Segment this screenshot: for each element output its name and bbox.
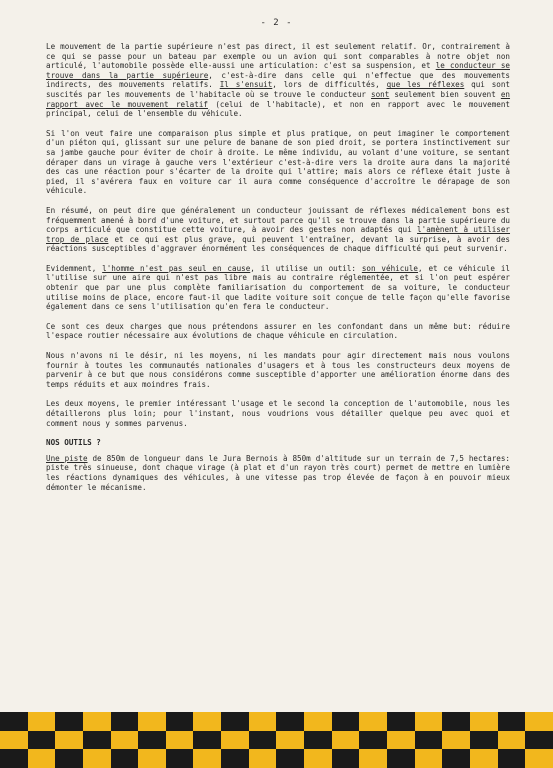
checker-square — [83, 731, 111, 750]
checker-square — [55, 731, 83, 750]
checker-square — [442, 731, 470, 750]
checker-square — [415, 749, 443, 768]
text-segment: , lors de difficultés, — [272, 80, 387, 90]
checker-square — [111, 712, 139, 731]
checker-square — [276, 712, 304, 731]
checker-square — [525, 712, 553, 731]
checker-square — [221, 712, 249, 731]
checker-square — [359, 712, 387, 731]
underlined-text: le conducteur se trouve dans la partie supérieure — [46, 61, 510, 80]
checker-square — [387, 749, 415, 768]
checker-square — [276, 749, 304, 768]
underlined-text: sont — [371, 89, 390, 99]
checker-square — [0, 712, 28, 731]
checker-square — [442, 749, 470, 768]
checker-square — [332, 712, 360, 731]
page-number: - 2 - — [260, 18, 293, 28]
text-segment: En résumé, on peut dire que généralement un conducteur jouissant de réflexes médicalement bons est fréquemment amené à bord d'une voiture, et surtout parce qu'il se trouve dans la partie supérieure du corps articulé que constitue cette voiture, à avoir des gestes non adaptés qui — [46, 205, 510, 235]
checkered-border — [0, 712, 553, 768]
checker-square — [138, 731, 166, 750]
checker-square — [193, 712, 221, 731]
checker-square — [470, 731, 498, 750]
text-segment: , et ce véhicule il l'utilise sur une aire qui n'est pas libre mais au contraire réglementée, et si l'on peut espérer obtenir que par une plus complète familiarisation du comportement de sa voiture, le conducteur utilise moins de place, encore faut-il que ladite voiture soit conçue de telle façon qu'elle favorise également dans ce sens l'utilisation qu'en fera le conducteur. — [46, 263, 511, 312]
checker-square — [442, 712, 470, 731]
checker-square — [304, 731, 332, 750]
checker-square — [83, 749, 111, 768]
text-segment: de 850m de longueur dans le Jura Bernois à 850m d'altitude sur un terrain de 7,5 hectares: piste très sinueuse, dont chaque virage (à plat et d'un rayon très court) permet de mettre en lumière les réactions dynamiques des véhicules, à une vitesse pas trop élevée de façon à en pouvoir mieux démonter le mécanisme. — [46, 453, 510, 492]
paragraph — [46, 399, 510, 428]
text-segment: (celui de l'habitacle), et non en rapport avec le mouvement principal, celui de l'ensemble du véhicule. — [46, 99, 511, 119]
checker-square — [332, 731, 360, 750]
checker-square — [359, 749, 387, 768]
checker-square — [276, 731, 304, 750]
text-segment: Nous n'avons ni le désir, ni les moyens, ni les mandats pour agir directement mais nous voulons fournir à toutes les communautés nationales d'usagers et à tous les constructeurs deux moyens de parvenir à ce but que nous considérons comme susceptible d'apporter une amélioration énorme dans des temps réduits et aux moindres frais. — [46, 351, 510, 389]
checker-square — [111, 749, 139, 768]
text-segment: Le mouvement de la partie supérieure n'est pas direct, il est seulement relatif. Or, contrairement à ce qui se passe pour un bateau par exemple ou un avion qui sont comparables à notre objet non articulé, l'automobile possède elle-aussi une articulation: c'est sa suspension, et — [46, 42, 510, 71]
checker-square — [28, 712, 56, 731]
text-segment: Ce sont ces deux charges que nous prétendons assurer en les confondant dans un même but: réduire l'espace routier nécessaire aux évolutions de chaque véhicule en circulation. — [46, 321, 510, 341]
paragraph — [46, 351, 510, 389]
text-segment: , il utilise un outil: — [250, 263, 362, 273]
last-paragraph — [46, 454, 510, 492]
underlined-text: que les réflexes — [386, 80, 465, 90]
checker-square — [387, 712, 415, 731]
checker-square — [221, 731, 249, 750]
underlined-text: son véhicule — [361, 263, 419, 273]
checker-square — [415, 731, 443, 750]
text-segment: seulement bien souvent — [389, 89, 501, 99]
checker-square — [193, 749, 221, 768]
checker-square — [28, 749, 56, 768]
paragraph — [46, 322, 510, 341]
checker-row — [0, 731, 553, 750]
checker-square — [498, 731, 526, 750]
checker-square — [359, 731, 387, 750]
underlined-text: Il s'ensuit — [219, 80, 273, 90]
paragraph — [46, 42, 510, 119]
checker-square — [221, 749, 249, 768]
underlined-text: l'amènent à utiliser trop de place — [46, 225, 511, 244]
paragraphs — [46, 42, 510, 428]
checker-square — [138, 749, 166, 768]
text-segment: Evidemment, — [46, 263, 103, 273]
underlined-text: en rapport avec le mouvement relatif — [46, 89, 511, 109]
underlined-text: l'homme n'est pas seul en cause — [102, 263, 251, 273]
checker-square — [470, 712, 498, 731]
checker-square — [0, 731, 28, 750]
checker-square — [166, 731, 194, 750]
text-segment: et ce qui est plus grave, qui peuvent l'entraîner, devant la surprise, à avoir des réactions susceptibles d'aggraver énormément les conséquences de chaque difficulté qui peut survenir. — [46, 234, 510, 254]
checker-square — [249, 749, 277, 768]
text-segment: Si l'on veut faire une comparaison plus simple et plus pratique, on peut imaginer le comportement d'un piéton qui, glissant sur une pelure de banane de son pied droit, se portera instinctivement sur sa jambe gauche pour éviter de choir à droite. Le même individu, au volant d'une voiture, se sentant déraper dans un virage à gauche vers l'extérieur c'est-à-dire vers la droite aura dans la majorité des cas une réaction pour s'écarter de la droite qui l'attire; mais alors ce réflexe était juste à pied, il s'avérera faux en voiture car il aura comme conséquence d'accroître le dérapage de son véhicule. — [46, 128, 510, 196]
checker-square — [111, 731, 139, 750]
checker-square — [332, 749, 360, 768]
checker-row — [0, 712, 553, 731]
checker-square — [470, 749, 498, 768]
checker-square — [415, 712, 443, 731]
checker-square — [138, 712, 166, 731]
checker-square — [387, 731, 415, 750]
checker-square — [193, 731, 221, 750]
paragraph — [46, 264, 510, 312]
checker-square — [166, 749, 194, 768]
document-body — [46, 42, 510, 502]
checker-square — [525, 731, 553, 750]
checker-square — [28, 731, 56, 750]
checker-square — [0, 749, 28, 768]
text-segment: qui sont suscités par les mouvements de l'habitacle où se trouve le conducteur — [46, 80, 511, 99]
text-segment: , c'est-à-dire dans celle qui n'effectue que des mouvements indirects, des mouvements relatifs. — [46, 70, 510, 90]
text-segment: Les deux moyens, le premier intéressant l'usage et le second la conception de l'automobile, nous les détaillerons plus loin; pour l'instant, nous voudrions vous détailler quelque peu avec quoi et comment nous y sommes parvenus. — [46, 399, 510, 428]
checker-square — [249, 712, 277, 731]
checker-square — [55, 712, 83, 731]
paragraph — [46, 206, 510, 254]
underlined-text: Une piste — [46, 453, 88, 463]
paragraph — [46, 129, 510, 196]
checker-square — [55, 749, 83, 768]
checker-square — [304, 749, 332, 768]
checker-square — [83, 712, 111, 731]
checker-row — [0, 749, 553, 768]
checker-square — [249, 731, 277, 750]
checker-square — [498, 749, 526, 768]
checker-square — [304, 712, 332, 731]
checker-square — [166, 712, 194, 731]
checker-square — [525, 749, 553, 768]
section-heading: NOS OUTILS ? — [46, 438, 101, 448]
checker-square — [498, 712, 526, 731]
